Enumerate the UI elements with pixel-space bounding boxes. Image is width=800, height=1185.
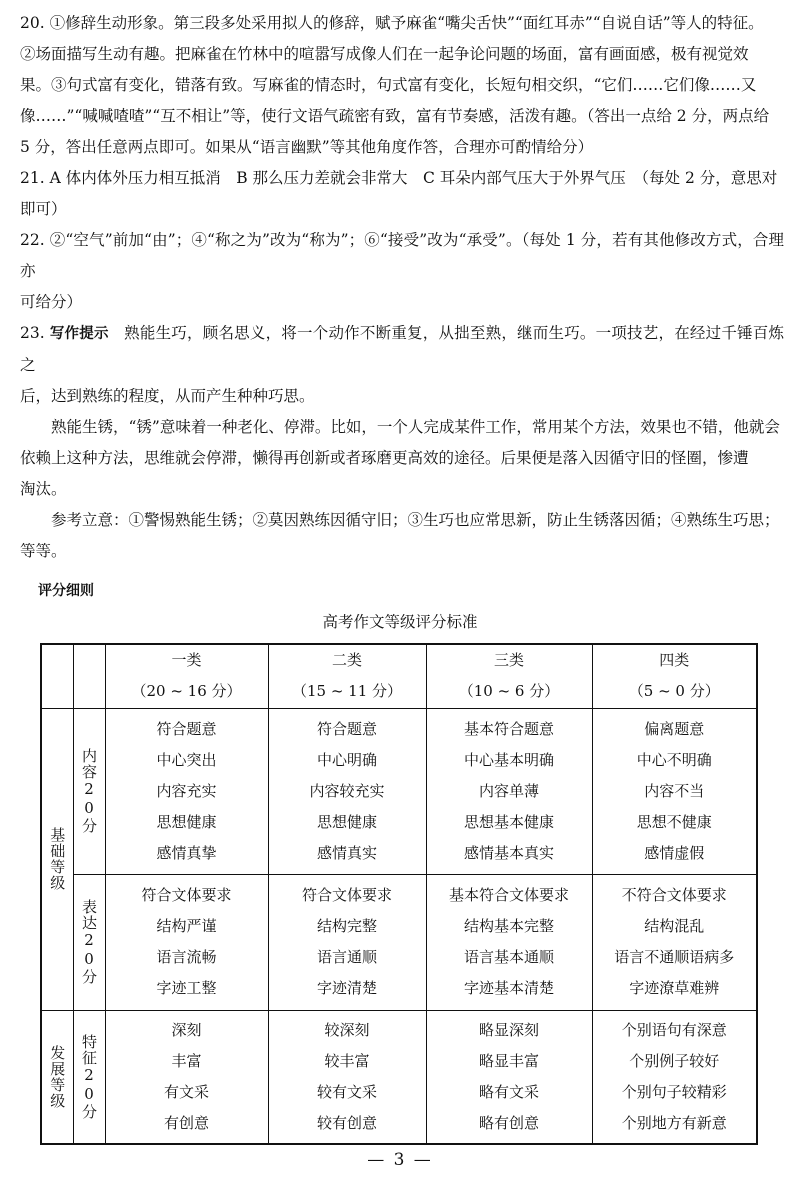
table-row-feature [41, 1010, 757, 1144]
table-row-expression [41, 874, 757, 1010]
content-class-1: 符合题意 中心突出 内容充实 思想健康 感情真挚 [105, 708, 268, 874]
answer-21-line: 21. A 体内体外压力相互抵消 B 那么压力差就会非常大 C 耳朵内部气压大于外界气压 （每处 2 分，意思对 [20, 169, 778, 187]
feature-class-2: 较深刻 较丰富 较有文采 较有创意 [268, 1010, 426, 1144]
header-blank [73, 644, 105, 708]
answer-23-line: 参考立意：①警惕熟能生锈；②莫因熟练因循守旧；③生巧也应常思新，防止生锈落因循；④熟练生巧思； [51, 511, 780, 529]
answer-20-line: 20. ①修辞生动形象。第三段多处采用拟人的修辞，赋予麻雀“嘴尖舌快”“面红耳赤”“自说自话”等人的特征。 [20, 14, 764, 32]
answer-23-line: 熟能生锈，“锈”意味着一种老化、停滞。比如，一个人完成某件工作，常用某个方法，效果也不错，他就会 [51, 418, 780, 436]
row-label-feature: 特征20分 [73, 1010, 105, 1144]
answer-23-line: 等等。 [20, 542, 67, 560]
answer-23-text: 熟能生巧，顾名思义，将一个动作不断重复，从拙至熟，继而生巧。一项技艺，在经过千锤百炼之 [20, 324, 785, 374]
answer-20-line: 果。③句式富有变化，错落有致。写麻雀的情态时，句式富有变化，长短句相交织，“它们……它们像……又 [20, 76, 757, 94]
content-class-4: 偏离题意 中心不明确 内容不当 思想不健康 感情虚假 [592, 708, 757, 874]
writing-tip-label: 写作提示 [49, 326, 109, 342]
page-number: — 3 — [367, 1150, 433, 1170]
header-blank [41, 644, 73, 708]
header-class-3: 三类 （10 ~ 6 分） [426, 644, 592, 708]
expression-class-4: 不符合文体要求 结构混乱 语言不通顺语病多 字迹潦草难辨 [592, 874, 757, 1010]
feature-class-3: 略显深刻 略显丰富 略有文采 略有创意 [426, 1010, 592, 1144]
answer-section [20, 8, 784, 567]
row-label-expression: 表达20分 [73, 874, 105, 1010]
answer-23-line: 后，达到熟练的程度，从而产生种种巧思。 [20, 387, 315, 405]
table-row-content [41, 708, 757, 874]
answer-23-line [20, 318, 784, 381]
answer-23-line: 淘汰。 [20, 480, 67, 498]
feature-class-1: 深刻 丰富 有文采 有创意 [105, 1010, 268, 1144]
answer-20-line: ②场面描写生动有趣。把麻雀在竹林中的喧嚣写成像人们在一起争论问题的场面，富有画面感，极有视觉效 [20, 45, 749, 63]
expression-class-2: 符合文体要求 结构完整 语言通顺 字迹清楚 [268, 874, 426, 1010]
group-basic-level: 基础等级 [41, 708, 73, 1010]
table-header-row [41, 644, 757, 708]
expression-class-1: 符合文体要求 结构严谨 语言流畅 字迹工整 [105, 874, 268, 1010]
content-class-3: 基本符合题意 中心基本明确 内容单薄 思想基本健康 感情基本真实 [426, 708, 592, 874]
row-label-content: 内容20分 [73, 708, 105, 874]
answer-21-line: 即可） [20, 200, 67, 218]
section-title: 评分细则 [38, 583, 94, 599]
grading-table [40, 643, 758, 1145]
table-title: 高考作文等级评分标准 [322, 613, 478, 631]
answer-23-number: 23. [20, 324, 45, 342]
answer-20-line: 5 分，答出任意两点即可。如果从“语言幽默”等其他角度作答，合理亦可酌情给分） [20, 138, 594, 156]
header-class-2: 二类 （15 ~ 11 分） [268, 644, 426, 708]
feature-class-4: 个别语句有深意 个别例子较好 个别句子较精彩 个别地方有新意 [592, 1010, 757, 1144]
header-class-4: 四类 （5 ~ 0 分） [592, 644, 757, 708]
expression-class-3: 基本符合文体要求 结构基本完整 语言基本通顺 字迹基本清楚 [426, 874, 592, 1010]
content-class-2: 符合题意 中心明确 内容较充实 思想健康 感情真实 [268, 708, 426, 874]
group-development-level: 发展等级 [41, 1010, 73, 1144]
header-class-1: 一类 （20 ~ 16 分） [105, 644, 268, 708]
answer-22-line: 可给分） [20, 293, 83, 311]
answer-20-line: 像……”“喊喊喳喳”“互不相让”等，使行文语气疏密有致，富有节奏感，活泼有趣。（答出一点给 2 分，两点给 [20, 107, 770, 125]
answer-23-line: 依赖上这种方法，思维就会停滞，懒得再创新或者琢磨更高效的途径。后果便是落入因循守旧的怪圈，惨遭 [20, 449, 749, 467]
answer-22-line: 22. ②“空气”前加“由”；④“称之为”改为“称为”；⑥“接受”改为“承受”。（每处 1 分，若有其他修改方式，合理亦 [20, 231, 784, 280]
